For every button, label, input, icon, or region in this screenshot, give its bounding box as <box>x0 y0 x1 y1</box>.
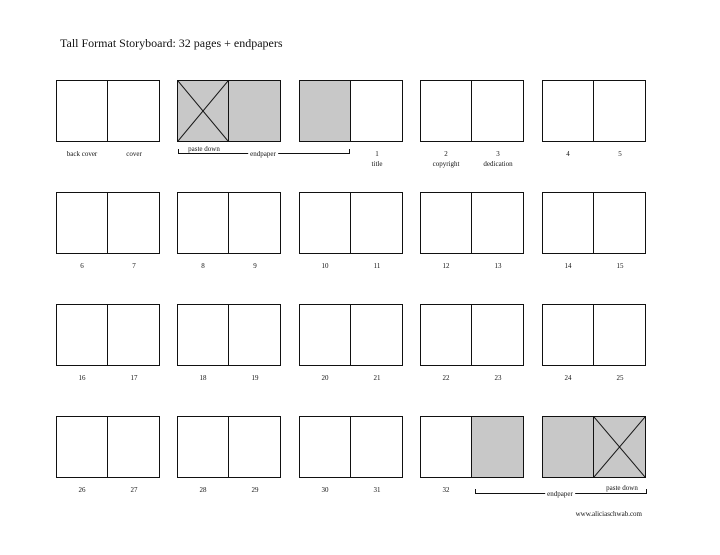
page-right <box>594 305 645 365</box>
page-number-label: 10 <box>321 262 329 270</box>
x-mark-icon <box>178 81 228 141</box>
spread <box>299 192 403 254</box>
page-number-label: 21 <box>373 374 381 382</box>
page-left <box>178 305 229 365</box>
page-right <box>108 305 159 365</box>
page-number-label: 6 <box>80 262 84 270</box>
page-right <box>108 193 159 253</box>
page-left <box>57 417 108 477</box>
page-right <box>472 417 523 477</box>
page-left <box>57 81 108 141</box>
page-right <box>108 81 159 141</box>
spread <box>56 304 160 366</box>
page-right <box>229 417 280 477</box>
page-number-label: 18 <box>199 374 207 382</box>
page-right <box>472 193 523 253</box>
page-number-label: cover <box>126 150 142 158</box>
page-left <box>543 417 594 477</box>
page-left <box>300 417 351 477</box>
page-left <box>421 305 472 365</box>
page-number-label: 22 <box>442 374 450 382</box>
page-number-label: 13 <box>494 262 502 270</box>
page-right <box>472 81 523 141</box>
page-number-label: 8 <box>201 262 205 270</box>
page-number-label: 7 <box>132 262 136 270</box>
spread <box>420 80 524 142</box>
page-number-label: 25 <box>616 374 624 382</box>
page-left <box>178 193 229 253</box>
spread <box>177 80 281 142</box>
page-left <box>57 305 108 365</box>
page-left <box>421 81 472 141</box>
page-left <box>543 193 594 253</box>
page-number-label: 23 <box>494 374 502 382</box>
spread <box>177 416 281 478</box>
page-number-label: 27 <box>130 486 138 494</box>
page-number-label: 3 <box>496 150 500 158</box>
spread <box>542 80 646 142</box>
page-right <box>594 417 645 477</box>
page-right <box>229 193 280 253</box>
page-right <box>229 305 280 365</box>
page-number-label: 15 <box>616 262 624 270</box>
page-left <box>421 417 472 477</box>
page-number-label: 20 <box>321 374 329 382</box>
spread <box>542 304 646 366</box>
spread <box>299 416 403 478</box>
page-role-label: dedication <box>483 160 513 168</box>
front-endpaper-label: endpaper <box>250 150 276 158</box>
spread <box>542 416 646 478</box>
spread <box>420 192 524 254</box>
spread <box>420 416 524 478</box>
page-number-label: 1 <box>375 150 379 158</box>
x-mark-icon <box>594 417 645 477</box>
spread <box>56 192 160 254</box>
page-right <box>108 417 159 477</box>
page-right <box>351 305 402 365</box>
page-number-label: 30 <box>321 486 329 494</box>
spread <box>177 192 281 254</box>
page-number-label: 29 <box>251 486 259 494</box>
page-left <box>178 417 229 477</box>
spread <box>56 80 160 142</box>
page-number-label: 16 <box>78 374 86 382</box>
page-left <box>178 81 229 141</box>
page-number-label: 5 <box>618 150 622 158</box>
spread <box>299 304 403 366</box>
page-number-label: 17 <box>130 374 138 382</box>
page-number-label: 32 <box>442 486 450 494</box>
page-title: Tall Format Storyboard: 32 pages + endpapers <box>60 36 283 50</box>
page-right <box>351 193 402 253</box>
page-left <box>421 193 472 253</box>
page-left <box>543 81 594 141</box>
page-right <box>351 417 402 477</box>
page-right <box>594 193 645 253</box>
page-number-label: back cover <box>66 150 98 158</box>
spread <box>177 304 281 366</box>
page-role-label: title <box>371 160 383 168</box>
page-number-label: 9 <box>253 262 257 270</box>
front-paste-down-label: paste down <box>188 145 220 153</box>
page-number-label: 14 <box>564 262 572 270</box>
page-right <box>594 81 645 141</box>
page-number-label: 12 <box>442 262 450 270</box>
spread <box>299 80 403 142</box>
page-role-label: copyright <box>432 160 460 168</box>
page-left <box>300 305 351 365</box>
spread <box>542 192 646 254</box>
back-paste-down-label: paste down <box>606 484 638 492</box>
page-number-label: 11 <box>373 262 381 270</box>
page-right <box>229 81 280 141</box>
page-number-label: 26 <box>78 486 86 494</box>
page-number-label: 28 <box>199 486 207 494</box>
spread <box>420 304 524 366</box>
page-number-label: 31 <box>373 486 381 494</box>
page-left <box>543 305 594 365</box>
page-left <box>300 193 351 253</box>
back-endpaper-label: endpaper <box>547 490 573 498</box>
footer-url: www.aliciaschwab.com <box>575 510 642 518</box>
page-left <box>300 81 351 141</box>
page-left <box>57 193 108 253</box>
page-number-label: 24 <box>564 374 572 382</box>
page-number-label: 4 <box>566 150 570 158</box>
page-right <box>351 81 402 141</box>
page-number-label: 2 <box>444 150 448 158</box>
spread <box>56 416 160 478</box>
page-right <box>472 305 523 365</box>
page-number-label: 19 <box>251 374 259 382</box>
